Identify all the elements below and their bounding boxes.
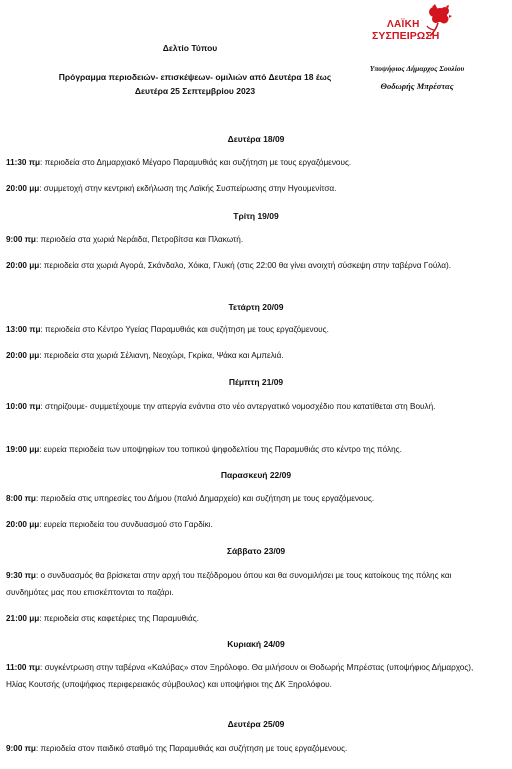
entry-text: : συγκέντρωση στην ταβέρνα «Καλύβας» στον Ξηρόλοφο. Θα μιλήσουν οι Θοδωρής Μπρέστας (υποψήφιος Δήμαρχος), Ηλίας Κουτσής (υποψήφιος περιφερειακός σύμβουλος) και υποψήφιοι της ΔΚ Ξηρολόφου. bbox=[6, 663, 474, 689]
entry-text: : ευρεία περιοδεία του συνδυασμού στο Γαρδίκι. bbox=[39, 520, 213, 529]
schedule-entry bbox=[6, 258, 484, 275]
entry-time: 13:00 πμ bbox=[6, 325, 41, 334]
day-heading: Τρίτη 19/09 bbox=[233, 211, 279, 221]
day-heading: Σάββατο 23/09 bbox=[226, 546, 286, 556]
schedule-entry bbox=[6, 611, 484, 628]
day-heading: Κυριακή 24/09 bbox=[227, 639, 285, 649]
entry-text: : περιοδεία στα χωριά Νεράιδα, Πετροβίτσα και Πλακωτή. bbox=[35, 235, 244, 244]
entry-text: : ευρεία περιοδεία των υποψηφίων του τοπικού ψηφοδελτίου της Παραμυθιάς στο κέντρο της πόλης. bbox=[39, 445, 402, 454]
day-heading: Δευτέρα 25/09 bbox=[227, 719, 285, 729]
entry-time: 11:30 πμ bbox=[6, 158, 41, 167]
entry-text: : συμμετοχή στην κεντρική εκδήλωση της Λαϊκής Συσπείρωσης στην Ηγουμενίτσα. bbox=[39, 184, 337, 193]
day-heading: Πέμπτη 21/09 bbox=[228, 377, 284, 387]
logo-text-line2: ΣΥΣΠΕΙΡΩΣΗ bbox=[372, 30, 440, 42]
schedule-entry bbox=[6, 155, 484, 172]
schedule-entry bbox=[6, 517, 484, 534]
schedule-entry bbox=[6, 442, 484, 459]
day-heading: Τετάρτη 20/09 bbox=[228, 302, 284, 312]
entry-time: 9:00 πμ bbox=[6, 235, 36, 244]
entry-time: 10:00 πμ bbox=[6, 402, 41, 411]
subtitle-line-2: Δευτέρα 25 Σεπτεμβρίου 2023 bbox=[134, 86, 256, 96]
entry-time: 8:00 πμ bbox=[6, 494, 36, 503]
day-heading: Παρασκευή 22/09 bbox=[220, 470, 292, 480]
schedule-entry bbox=[6, 741, 484, 758]
entry-time: 9:30 πμ bbox=[6, 571, 36, 580]
schedule-entry bbox=[6, 491, 484, 508]
candidate-role: Υποψήφιος Δήμαρχος Σουλίου bbox=[369, 64, 465, 73]
entry-text: : περιοδεία στα χωριά Αγορά, Σκάνδαλο, Χόικα, Γλυκή (στις 22:00 θα γίνει ανοιχτή σύσκεψη στην ταβέρνα Γούλα). bbox=[39, 261, 451, 270]
entry-text: : στηρίζουμε- συμμετέχουμε την απεργία ενάντια στο νέο αντεργατικό νομοσχέδιο που κατατίθεται στη Βουλή. bbox=[40, 402, 436, 411]
entry-time: 11:00 πμ bbox=[6, 663, 41, 672]
entry-text: : περιοδεία στις υπηρεσίες του Δήμου (παλιό Δημαρχείο) και συζήτηση με τους εργαζόμενους. bbox=[35, 494, 375, 503]
candidate-name: Θοδωρής Μπρέστας bbox=[380, 81, 454, 91]
schedule-entry bbox=[6, 232, 484, 249]
entry-text: : περιοδεία στα χωριά Σέλιανη, Νεοχώρι, Γκρίκα, Ψάκα και Αμπελιά. bbox=[39, 351, 284, 360]
entry-time: 20:00 μμ bbox=[6, 520, 40, 529]
entry-time: 20:00 μμ bbox=[6, 184, 40, 193]
entry-time: 19:00 μμ bbox=[6, 445, 40, 454]
schedule-entry bbox=[6, 348, 484, 365]
document-subtitle bbox=[10, 70, 380, 98]
entry-text: : περιοδεία στις καφετέριες της Παραμυθιάς. bbox=[39, 614, 199, 623]
entry-text: : περιοδεία στον παιδικό σταθμό της Παραμυθιάς και συζήτηση με τους εργαζόμενους. bbox=[35, 744, 348, 753]
entry-text: : ο συνδυασμός θα βρίσκεται στην αρχή του πεζόδρομου όπου και θα συνομιλήσει με τους κατοίκους της πόλης και συνδημότες μας που επισκέπτονται το παζάρι. bbox=[6, 571, 452, 597]
entry-time: 9:00 πμ bbox=[6, 744, 36, 753]
schedule-entry bbox=[6, 181, 484, 198]
press-release-title: Δελτίο Τύπου bbox=[162, 43, 218, 53]
entry-time: 20:00 μμ bbox=[6, 261, 40, 270]
entry-time: 20:00 μμ bbox=[6, 351, 40, 360]
schedule-entry bbox=[6, 660, 484, 693]
day-heading: Δευτέρα 18/09 bbox=[227, 134, 285, 144]
logo-text-line1: ΛΑΪΚΗ bbox=[387, 19, 420, 30]
party-logo bbox=[372, 3, 480, 63]
schedule-entry bbox=[6, 322, 484, 339]
subtitle-line-1: Πρόγραμμα περιοδειών- επισκέψεων- ομιλιών από Δευτέρα 18 έως bbox=[58, 72, 332, 82]
schedule-entry bbox=[6, 568, 484, 601]
schedule-entry bbox=[6, 399, 484, 416]
entry-time: 21:00 μμ bbox=[6, 614, 40, 623]
entry-text: : περιοδεία στο Δημαρχιακό Μέγαρο Παραμυθιάς και συζήτηση με τους εργαζόμενους. bbox=[40, 158, 352, 167]
entry-text: : περιοδεία στο Κέντρο Υγείας Παραμυθιάς και συζήτηση με τους εργαζόμενους. bbox=[40, 325, 329, 334]
